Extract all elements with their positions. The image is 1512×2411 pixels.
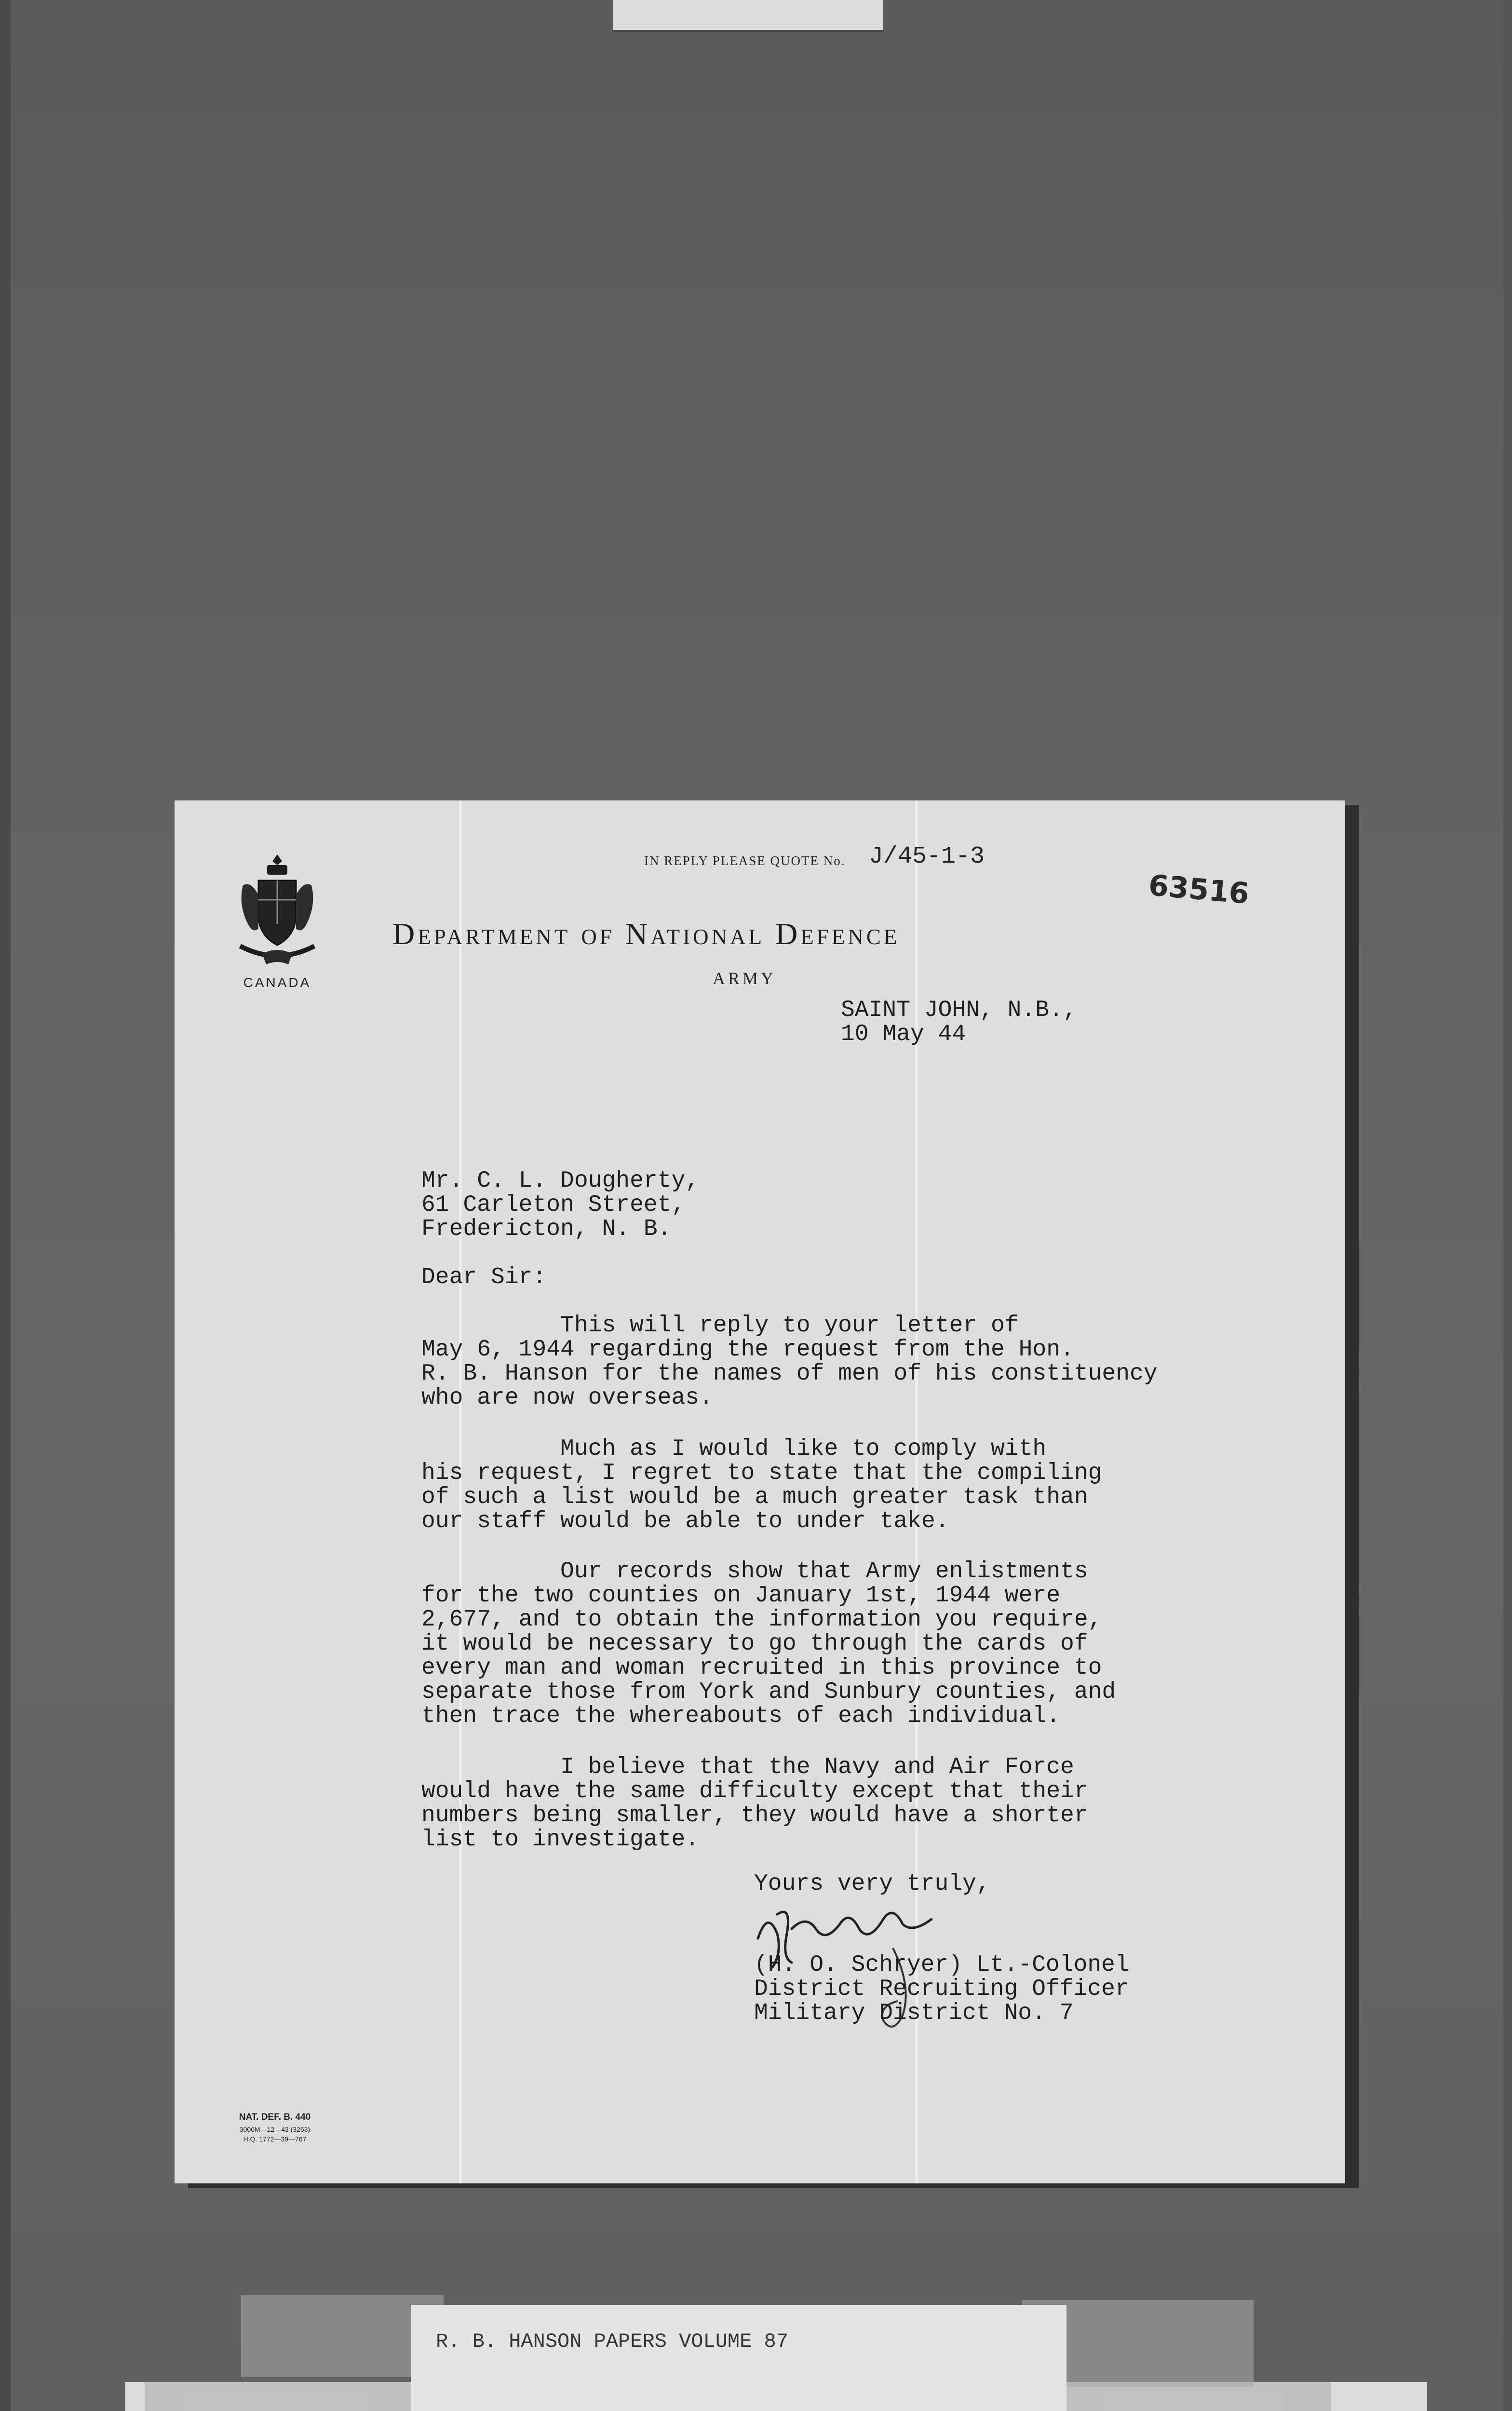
form-code: NAT. DEF. B. 440 3000M—12—43 (3263) H.Q. 1772—39—767 (239, 2112, 311, 2143)
department-heading: Department of National Defence (392, 917, 900, 951)
place-and-date: SAINT JOHN, N.B., 10 May 44 (841, 997, 1077, 1047)
tape-strip (145, 2382, 453, 2411)
left-edge (0, 0, 11, 2411)
complimentary-close: Yours very truly, (754, 1871, 990, 1897)
body-paragraph: I believe that the Navy and Air Force would have the same difficulty except that their numbers being smaller, they would have a shorter list to investigate. (421, 1754, 1088, 1853)
reply-quote-label: IN REPLY PLEASE QUOTE No. (644, 853, 846, 868)
archive-volume-label: R. B. HANSON PAPERS VOLUME 87 (436, 2330, 788, 2353)
signatory-block: (H. O. Schryer) Lt.-Colonel District Recruiting Officer Military District No. 7 (754, 1952, 1129, 2026)
branch-heading: ARMY (713, 969, 777, 988)
coat-of-arms-icon (233, 852, 321, 967)
top-clip-tab (613, 0, 883, 32)
recipient-address: Mr. C. L. Dougherty, 61 Carleton Street, Fredericton, N. B. (421, 1168, 700, 1242)
body-paragraph: This will reply to your letter of May 6, 1944 regarding the request from the Hon. R. B. Hanson for the names of men of his constituency who are now overseas. (421, 1313, 1158, 1411)
body-paragraph: Much as I would like to comply with his request, I regret to state that the compiling of such a list would be a much greater task than our staff would be able to under take. (421, 1436, 1102, 1534)
stamped-number: 63516 (1147, 868, 1251, 911)
tape-strip (1061, 2382, 1331, 2411)
body-paragraph: Our records show that Army enlistments for the two counties on January 1st, 1944 were 2,677, and to obtain the information you require, it would be necessary to go through the cards of every man and woman recruited in this province to separate those from York and Sunbury counties, and then trace the whereabouts of each individual. (421, 1558, 1116, 1729)
salutation: Dear Sir: (421, 1264, 547, 1290)
archive-tab (411, 2305, 1066, 2411)
right-edge (1503, 0, 1512, 2411)
crest-caption: CANADA (243, 975, 311, 990)
reply-quote-reference: J/45-1-3 (869, 843, 985, 870)
letter-page (175, 800, 1345, 2183)
